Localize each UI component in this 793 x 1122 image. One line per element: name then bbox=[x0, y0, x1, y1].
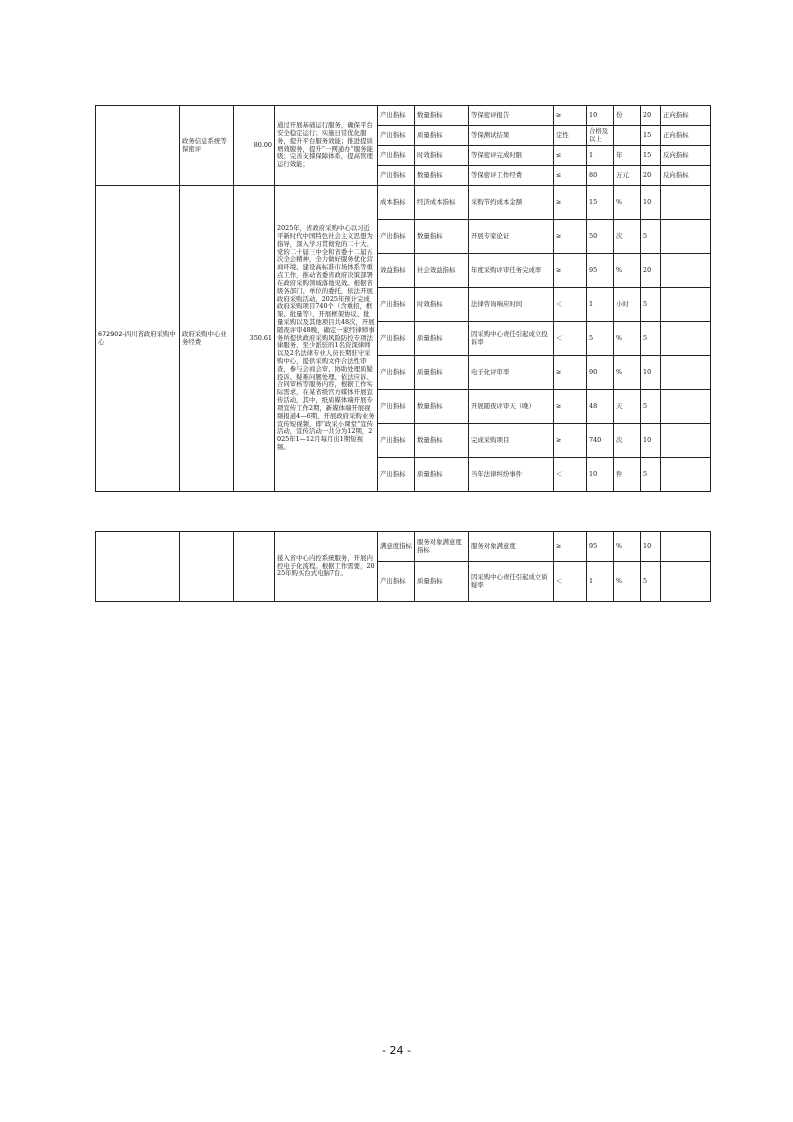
level1-indicator-cell: 产出指标 bbox=[378, 106, 415, 126]
project-name-cell: 政府采购中心业务经费 bbox=[180, 186, 234, 492]
value-cell: 1 bbox=[587, 562, 614, 602]
level1-indicator-cell: 产出指标 bbox=[378, 424, 415, 458]
goal-cell: 接入省中心内控系统服务，开展内控电子化流程。根据工作需要，2025年购买台式电脑7台。 bbox=[275, 532, 378, 602]
table-row bbox=[96, 532, 711, 562]
table-row bbox=[96, 186, 711, 220]
weight-cell: 5 bbox=[641, 288, 661, 322]
level2-indicator-cell: 社会效益指标 bbox=[415, 254, 469, 288]
weight-cell: 20 bbox=[641, 254, 661, 288]
value-cell: 10 bbox=[587, 458, 614, 492]
operator-cell: ≤ bbox=[554, 146, 587, 166]
weight-cell: 10 bbox=[641, 186, 661, 220]
operator-cell: ＜ bbox=[554, 288, 587, 322]
operator-cell: ≥ bbox=[554, 220, 587, 254]
weight-cell: 5 bbox=[641, 322, 661, 356]
unit-cell: % bbox=[614, 562, 641, 602]
operator-cell: ≥ bbox=[554, 254, 587, 288]
level3-indicator-cell: 开展专家论证 bbox=[469, 220, 554, 254]
direction-cell bbox=[661, 186, 711, 220]
direction-cell bbox=[661, 562, 711, 602]
value-cell: 1 bbox=[587, 288, 614, 322]
unit-cell: 次 bbox=[614, 424, 641, 458]
direction-cell bbox=[661, 254, 711, 288]
value-cell: 15 bbox=[587, 186, 614, 220]
direction-cell bbox=[661, 356, 711, 390]
operator-cell: 定性 bbox=[554, 126, 587, 146]
level3-indicator-cell: 服务对象满意度 bbox=[469, 532, 554, 562]
level2-indicator-cell: 数量指标 bbox=[415, 106, 469, 126]
unit-cell: % bbox=[614, 356, 641, 390]
level2-indicator-cell: 数量指标 bbox=[415, 220, 469, 254]
level1-indicator-cell: 产出指标 bbox=[378, 356, 415, 390]
amount-cell bbox=[234, 532, 275, 602]
weight-cell: 5 bbox=[641, 220, 661, 254]
level1-indicator-cell: 产出指标 bbox=[378, 322, 415, 356]
unit-name-cell: 672902-四川省政府采购中心 bbox=[96, 186, 180, 492]
value-cell: 合格及以上 bbox=[587, 126, 614, 146]
level3-indicator-cell: 年度采购评审任务完成率 bbox=[469, 254, 554, 288]
direction-cell bbox=[661, 390, 711, 424]
goal-cell: 通过开展基础运行服务，确保平台安全稳定运行；实施日常优化服务，提升平台服务效能；推进提质增效服务，提升“一网通办”服务能级；完善支撑保障体系，提高管理运行效能； bbox=[275, 106, 378, 186]
unit-cell: % bbox=[614, 254, 641, 288]
unit-cell: 次 bbox=[614, 220, 641, 254]
unit-cell: 天 bbox=[614, 390, 641, 424]
level2-indicator-cell: 数量指标 bbox=[415, 424, 469, 458]
amount-cell: 80.00 bbox=[234, 106, 275, 186]
level2-indicator-cell: 质量指标 bbox=[415, 562, 469, 602]
unit-cell: 小时 bbox=[614, 288, 641, 322]
unit-cell: 年 bbox=[614, 146, 641, 166]
level2-indicator-cell: 数量指标 bbox=[415, 166, 469, 186]
project-name-cell bbox=[180, 532, 234, 602]
level3-indicator-cell: 因采购中心责任引起成立质疑率 bbox=[469, 562, 554, 602]
direction-cell bbox=[661, 288, 711, 322]
level2-indicator-cell: 时效指标 bbox=[415, 146, 469, 166]
level2-indicator-cell: 质量指标 bbox=[415, 458, 469, 492]
level3-indicator-cell: 法律咨询响应时间 bbox=[469, 288, 554, 322]
operator-cell: ≥ bbox=[554, 390, 587, 424]
level2-indicator-cell: 质量指标 bbox=[415, 356, 469, 390]
weight-cell: 15 bbox=[641, 146, 661, 166]
weight-cell: 5 bbox=[641, 390, 661, 424]
level1-indicator-cell: 产出指标 bbox=[378, 146, 415, 166]
level3-indicator-cell: 因采购中心责任引起成立投诉率 bbox=[469, 322, 554, 356]
unit-cell: 万元 bbox=[614, 166, 641, 186]
level2-indicator-cell: 质量指标 bbox=[415, 126, 469, 146]
level3-indicator-cell: 当年法律纠纷事件 bbox=[469, 458, 554, 492]
table-1-body bbox=[96, 106, 711, 492]
level3-indicator-cell: 等保密评工作经费 bbox=[469, 166, 554, 186]
unit-cell: % bbox=[614, 322, 641, 356]
level1-indicator-cell: 效益指标 bbox=[378, 254, 415, 288]
direction-cell: 正向指标 bbox=[661, 106, 711, 126]
weight-cell: 20 bbox=[641, 106, 661, 126]
value-cell: 740 bbox=[587, 424, 614, 458]
unit-cell: 份 bbox=[614, 106, 641, 126]
weight-cell: 20 bbox=[641, 166, 661, 186]
value-cell: 90 bbox=[587, 356, 614, 390]
weight-cell: 10 bbox=[641, 424, 661, 458]
unit-name-cell bbox=[96, 106, 180, 186]
level2-indicator-cell: 质量指标 bbox=[415, 322, 469, 356]
amount-cell: 350.61 bbox=[234, 186, 275, 492]
level3-indicator-cell: 电子化评审率 bbox=[469, 356, 554, 390]
level1-indicator-cell: 成本指标 bbox=[378, 186, 415, 220]
level1-indicator-cell: 产出指标 bbox=[378, 562, 415, 602]
weight-cell: 5 bbox=[641, 458, 661, 492]
value-cell: 80 bbox=[587, 166, 614, 186]
weight-cell: 10 bbox=[641, 532, 661, 562]
table-2-body bbox=[96, 532, 711, 602]
operator-cell: ≥ bbox=[554, 356, 587, 390]
direction-cell bbox=[661, 458, 711, 492]
table-row bbox=[96, 106, 711, 126]
direction-cell bbox=[661, 322, 711, 356]
direction-cell bbox=[661, 532, 711, 562]
level2-indicator-cell: 经济成本指标 bbox=[415, 186, 469, 220]
level3-indicator-cell: 采购节约成本金额 bbox=[469, 186, 554, 220]
level3-indicator-cell: 等保密评完成时限 bbox=[469, 146, 554, 166]
operator-cell: ＜ bbox=[554, 562, 587, 602]
level2-indicator-cell: 服务对象满意度指标 bbox=[415, 532, 469, 562]
direction-cell bbox=[661, 424, 711, 458]
weight-cell: 15 bbox=[641, 126, 661, 146]
value-cell: 95 bbox=[587, 532, 614, 562]
level1-indicator-cell: 产出指标 bbox=[378, 288, 415, 322]
level3-indicator-cell: 等保测试结果 bbox=[469, 126, 554, 146]
operator-cell: ＜ bbox=[554, 458, 587, 492]
project-name-cell: 政务信息系统等保密评 bbox=[180, 106, 234, 186]
direction-cell: 正向指标 bbox=[661, 126, 711, 146]
operator-cell: ≥ bbox=[554, 532, 587, 562]
unit-name-cell bbox=[96, 532, 180, 602]
level1-indicator-cell: 产出指标 bbox=[378, 220, 415, 254]
operator-cell: ≥ bbox=[554, 424, 587, 458]
level2-indicator-cell: 数量指标 bbox=[415, 390, 469, 424]
level3-indicator-cell: 开展随夜评审天（晚） bbox=[469, 390, 554, 424]
page-number: - 24 - bbox=[382, 1044, 411, 1057]
value-cell: 48 bbox=[587, 390, 614, 424]
unit-cell bbox=[614, 126, 641, 146]
direction-cell bbox=[661, 220, 711, 254]
unit-cell: 件 bbox=[614, 458, 641, 492]
weight-cell: 10 bbox=[641, 356, 661, 390]
performance-table-2 bbox=[95, 531, 711, 602]
level3-indicator-cell: 等保密评报告 bbox=[469, 106, 554, 126]
value-cell: 50 bbox=[587, 220, 614, 254]
operator-cell: ≥ bbox=[554, 186, 587, 220]
level1-indicator-cell: 产出指标 bbox=[378, 166, 415, 186]
unit-cell: % bbox=[614, 186, 641, 220]
direction-cell: 反向指标 bbox=[661, 166, 711, 186]
level1-indicator-cell: 产出指标 bbox=[378, 126, 415, 146]
level3-indicator-cell: 完成采购项目 bbox=[469, 424, 554, 458]
direction-cell: 反向指标 bbox=[661, 146, 711, 166]
value-cell: 10 bbox=[587, 106, 614, 126]
performance-table-1 bbox=[95, 105, 711, 492]
value-cell: 1 bbox=[587, 146, 614, 166]
operator-cell: ≤ bbox=[554, 166, 587, 186]
level1-indicator-cell: 产出指标 bbox=[378, 390, 415, 424]
level2-indicator-cell: 时效指标 bbox=[415, 288, 469, 322]
operator-cell: ≥ bbox=[554, 106, 587, 126]
unit-cell: % bbox=[614, 532, 641, 562]
level1-indicator-cell: 产出指标 bbox=[378, 458, 415, 492]
value-cell: 95 bbox=[587, 254, 614, 288]
value-cell: 5 bbox=[587, 322, 614, 356]
weight-cell: 5 bbox=[641, 562, 661, 602]
operator-cell: ＜ bbox=[554, 322, 587, 356]
level1-indicator-cell: 满意度指标 bbox=[378, 532, 415, 562]
goal-cell: 2025年，省政府采购中心以习近平新时代中国特色社会主义思想为指导，深入学习贯彻党的二十大、党的二十届三中全和省委十二届五次全会精神，全力做好服务优化营商环境、建设高标准市场体系等重点工作，推动省委省政府决策部署在政府采购领域落地见效。根据省级各部门、单位的委托，依法开展政府采购活动，2025年预计完成政府采购项目740个（含重招，框架、批量等），开展框架协议、批量采购以及其他项目共48次，开展随夜评审48晚，确定一家经律师事务所提供政府采购风险防控专项法律服务，至少派驻的1名资深律师以及2名法律专业人员长期驻守采购中心，提供采购文件合法性审查、参与会商会审、协助处理质疑投诉、疑难问题处理、依法应诉、合同审核等服务内容，根据工作实际需求，在某省级官方媒体开展宣传活动，其中，纸质媒体端开展专项宣传工作2期，新媒体端开展视频报道4—6期，开展政府采购业务宣传短视频，即“政采小课堂”宣传活动，宣传活动一共分为12期，2025年1—12月每月出1期短视频。 bbox=[275, 186, 378, 492]
